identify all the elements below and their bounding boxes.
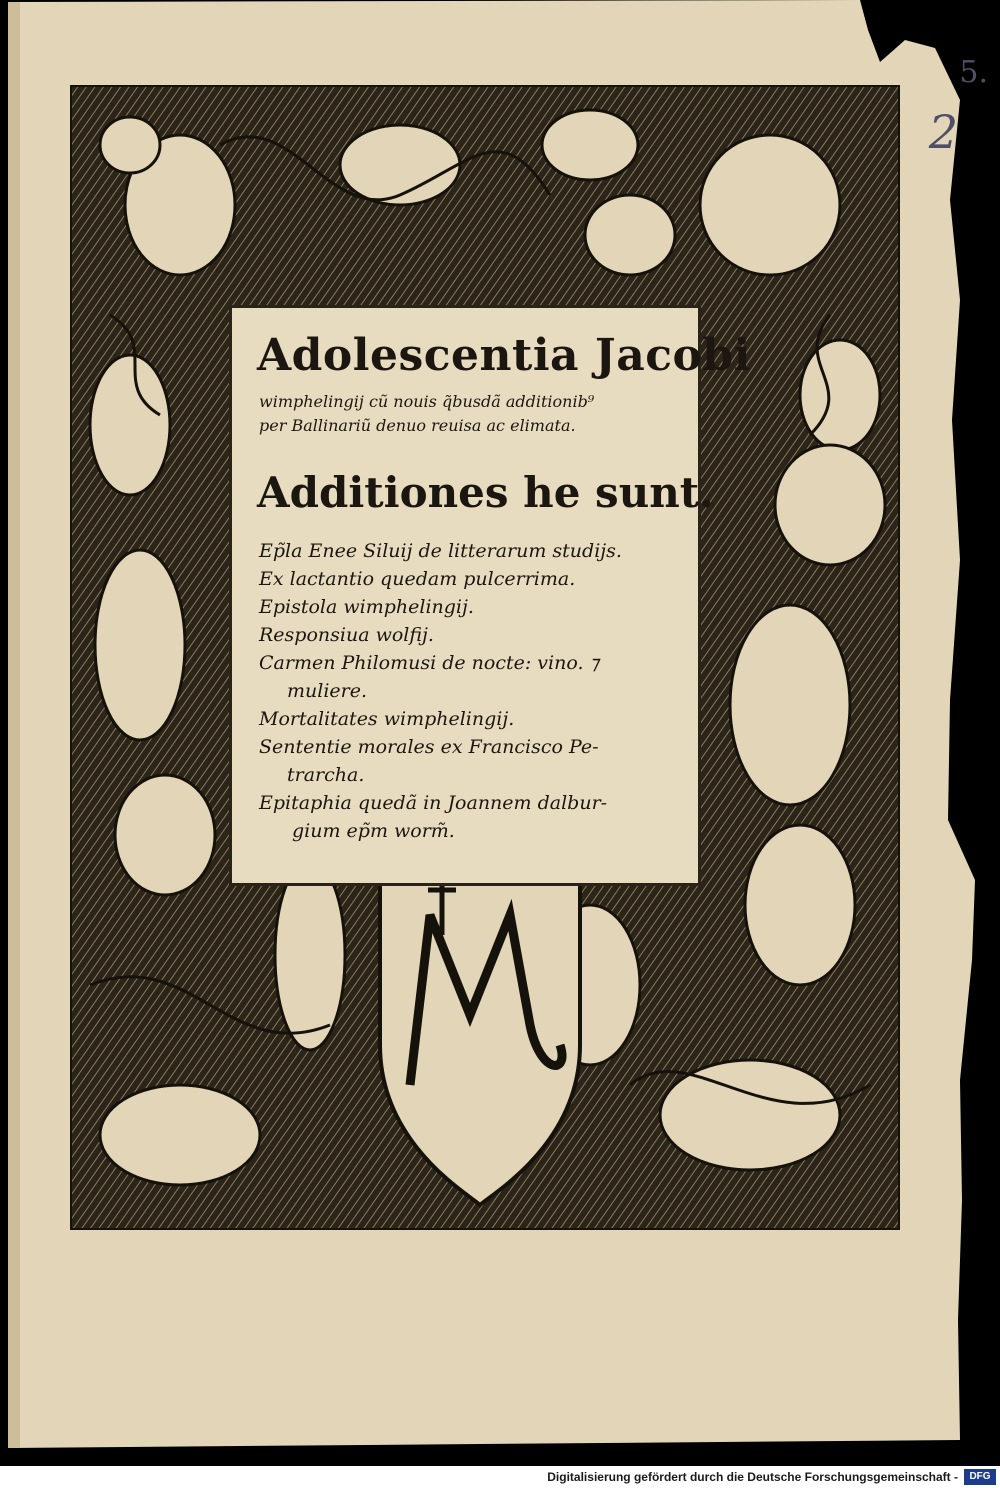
contents-item: Ep̃la Enee Siluij de litterarum studijs. xyxy=(259,540,622,562)
folio-mark-top: 5. xyxy=(959,55,988,90)
contents-item-continuation: trarcha. xyxy=(287,764,365,786)
book-title: Adolescentia Jacobi xyxy=(257,330,751,381)
contents-item: Responsiua wolfij. xyxy=(259,624,434,646)
subtitle-line-1: wimphelingij cũ nouis q̃busdã additionib⁹ xyxy=(259,392,595,411)
contents-item: Sententie morales ex Francisco Pe- xyxy=(259,736,599,758)
contents-item-continuation: gium ep̃m worm̃. xyxy=(292,820,455,842)
footer-bar xyxy=(0,1466,1000,1488)
contents-item: Epistola wimphelingij. xyxy=(259,596,474,618)
contents-item: Mortalitates wimphelingij. xyxy=(259,708,515,730)
title-text-panel xyxy=(232,308,751,883)
folio-mark: 2 xyxy=(928,105,958,159)
subtitle-line-2: per Ballinariũ denuo reuisa ac elimata. xyxy=(259,416,576,435)
contents-item: Ex lactantio quedam pulcerrima. xyxy=(259,568,576,590)
contents-item: Carmen Philomusi de nocte: vino. ⁊ xyxy=(259,652,599,674)
contents-item-continuation: muliere. xyxy=(287,680,368,702)
contents-item: Epitaphia quedã in Joannem dalbur- xyxy=(259,792,608,814)
funding-credit: Digitalisierung gefördert durch die Deutsche Forschungsgemeinschaft - xyxy=(547,1470,958,1484)
additions-heading: Additiones he sunt. xyxy=(257,468,714,517)
dfg-logo: DFG xyxy=(964,1469,996,1485)
